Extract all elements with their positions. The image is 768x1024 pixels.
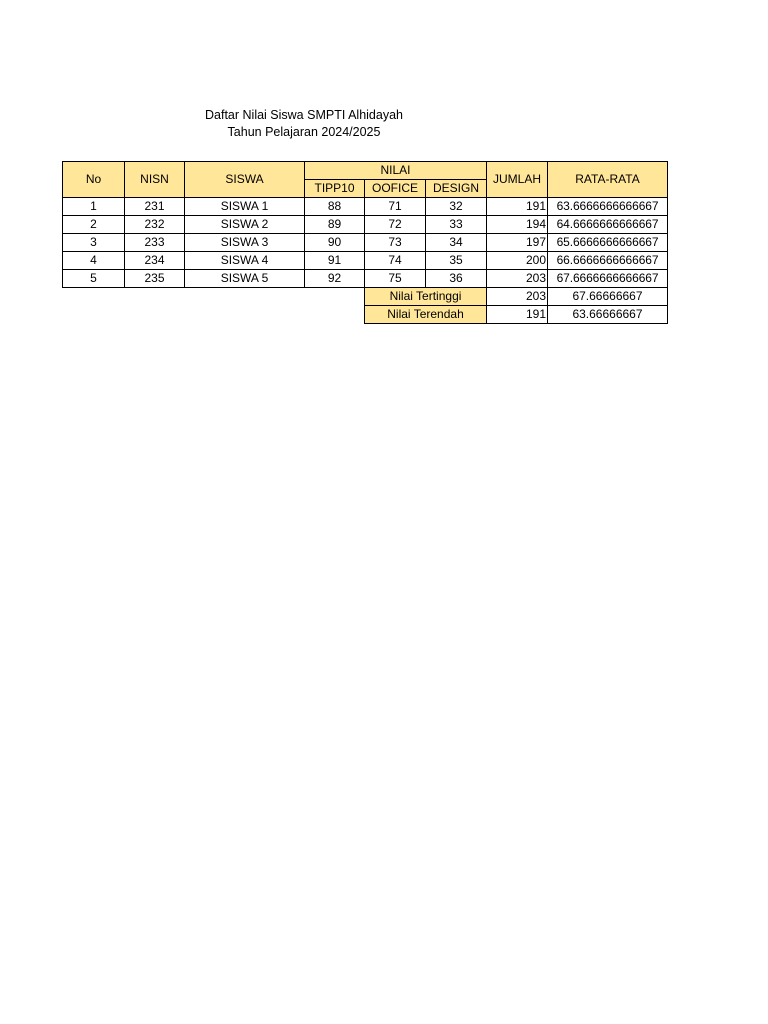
cell-tipp10[interactable]: 92 — [305, 270, 365, 288]
cell-nisn[interactable]: 235 — [125, 270, 185, 288]
summary-min-rata[interactable]: 63.66666667 — [548, 306, 668, 324]
cell-jumlah[interactable]: 197 — [487, 234, 548, 252]
cell-siswa[interactable]: SISWA 5 — [185, 270, 305, 288]
cell-jumlah[interactable]: 194 — [487, 216, 548, 234]
cell-oofice[interactable]: 72 — [365, 216, 426, 234]
cell-tipp10[interactable]: 88 — [305, 198, 365, 216]
cell-jumlah[interactable]: 200 — [487, 252, 548, 270]
cell-oofice[interactable]: 73 — [365, 234, 426, 252]
grades-table-body — [63, 162, 668, 324]
cell-oofice[interactable]: 74 — [365, 252, 426, 270]
cell-design[interactable]: 33 — [426, 216, 487, 234]
cell-rata-rata[interactable]: 67.6666666666667 — [548, 270, 668, 288]
summary-max-rata[interactable]: 67.66666667 — [548, 288, 668, 306]
grades-table — [62, 161, 668, 324]
cell-rata-rata[interactable]: 66.6666666666667 — [548, 252, 668, 270]
cell-nisn[interactable]: 232 — [125, 216, 185, 234]
cell-rata-rata[interactable]: 65.6666666666667 — [548, 234, 668, 252]
cell-oofice[interactable]: 75 — [365, 270, 426, 288]
cell-no[interactable]: 3 — [63, 234, 125, 252]
header-rata-rata[interactable]: RATA-RATA — [548, 162, 668, 198]
table-row — [63, 234, 668, 252]
cell-no[interactable]: 2 — [63, 216, 125, 234]
title-line-year: Tahun Pelajaran 2024/2025 — [227, 125, 381, 139]
summary-spacer — [63, 306, 365, 324]
cell-tipp10[interactable]: 91 — [305, 252, 365, 270]
cell-nisn[interactable]: 231 — [125, 198, 185, 216]
cell-siswa[interactable]: SISWA 2 — [185, 216, 305, 234]
header-oofice[interactable]: OOFICE — [365, 180, 426, 198]
cell-oofice[interactable]: 71 — [365, 198, 426, 216]
cell-tipp10[interactable]: 89 — [305, 216, 365, 234]
summary-max-jumlah[interactable]: 203 — [487, 288, 548, 306]
summary-label-min[interactable]: Nilai Terendah — [365, 306, 487, 324]
title-line-school: Daftar Nilai Siswa SMPTI Alhidayah — [205, 108, 403, 122]
cell-siswa[interactable]: SISWA 1 — [185, 198, 305, 216]
table-row — [63, 198, 668, 216]
header-row-top — [63, 162, 668, 180]
cell-rata-rata[interactable]: 63.6666666666667 — [548, 198, 668, 216]
cell-rata-rata[interactable]: 64.6666666666667 — [548, 216, 668, 234]
cell-design[interactable]: 32 — [426, 198, 487, 216]
summary-spacer — [63, 288, 365, 306]
document-title — [154, 107, 454, 141]
summary-row-max — [63, 288, 668, 306]
cell-no[interactable]: 4 — [63, 252, 125, 270]
header-no[interactable]: No — [63, 162, 125, 198]
table-row — [63, 270, 668, 288]
table-row — [63, 252, 668, 270]
cell-no[interactable]: 1 — [63, 198, 125, 216]
cell-siswa[interactable]: SISWA 4 — [185, 252, 305, 270]
cell-jumlah[interactable]: 191 — [487, 198, 548, 216]
header-nilai[interactable]: NILAI — [305, 162, 487, 180]
cell-jumlah[interactable]: 203 — [487, 270, 548, 288]
cell-nisn[interactable]: 234 — [125, 252, 185, 270]
header-design[interactable]: DESIGN — [426, 180, 487, 198]
header-nisn[interactable]: NISN — [125, 162, 185, 198]
table-row — [63, 216, 668, 234]
cell-design[interactable]: 35 — [426, 252, 487, 270]
cell-nisn[interactable]: 233 — [125, 234, 185, 252]
cell-siswa[interactable]: SISWA 3 — [185, 234, 305, 252]
cell-design[interactable]: 34 — [426, 234, 487, 252]
header-tipp10[interactable]: TIPP10 — [305, 180, 365, 198]
summary-min-jumlah[interactable]: 191 — [487, 306, 548, 324]
header-jumlah[interactable]: JUMLAH — [487, 162, 548, 198]
header-siswa[interactable]: SISWA — [185, 162, 305, 198]
summary-row-min — [63, 306, 668, 324]
summary-label-max[interactable]: Nilai Tertinggi — [365, 288, 487, 306]
cell-no[interactable]: 5 — [63, 270, 125, 288]
cell-tipp10[interactable]: 90 — [305, 234, 365, 252]
cell-design[interactable]: 36 — [426, 270, 487, 288]
